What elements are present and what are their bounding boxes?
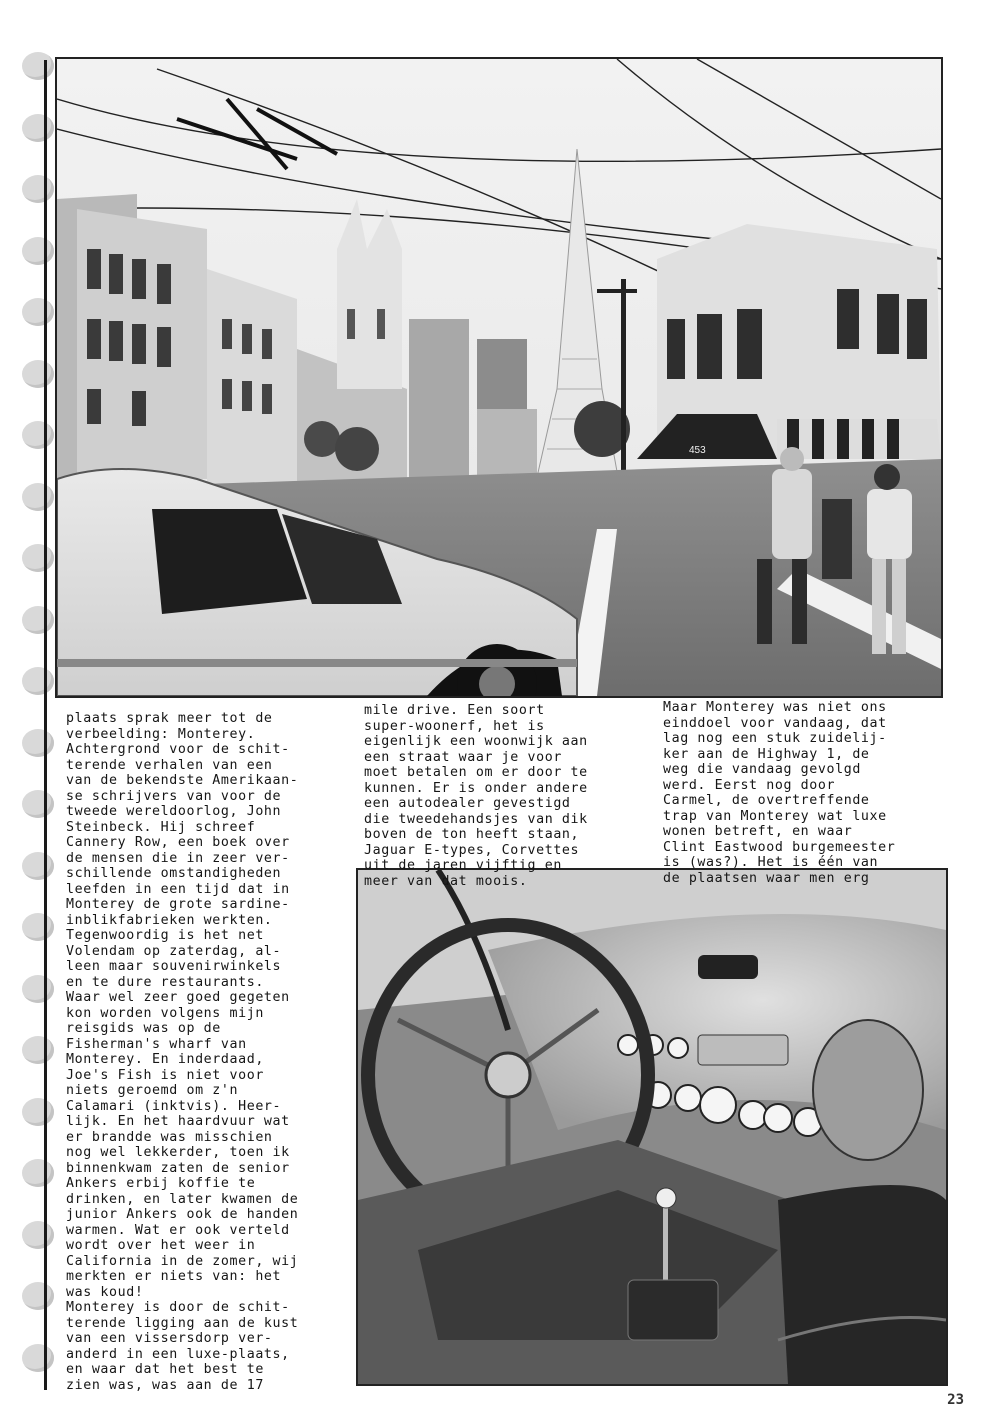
binder-hole — [22, 1344, 54, 1372]
text-line: niets geroemd om z'n — [66, 1083, 239, 1098]
binder-hole — [22, 852, 54, 880]
text-line: Tegenwoordig is het net — [66, 928, 264, 943]
text-line: anderd in een luxe-plaats, — [66, 1346, 290, 1362]
text-line: wonen betreft, en waar — [663, 824, 853, 839]
binder-hole — [22, 360, 54, 388]
text-line: leen maar souvenirwinkels — [66, 959, 282, 974]
text-line: inblikfabrieken werkten. — [66, 912, 273, 928]
text-line: einddoel voor vandaag, dat — [663, 715, 887, 731]
text-line: terende verhalen van een — [66, 757, 273, 773]
text-line: kunnen. Er is onder andere — [364, 780, 588, 796]
text-line: de mensen die in zeer ver- — [66, 850, 290, 866]
text-line: Cannery Row, een boek over — [66, 835, 290, 850]
text-line: schillende omstandigheden — [66, 866, 282, 881]
text-line: Waar wel zeer goed gegeten — [66, 990, 290, 1005]
text-line: die tweedehandsjes van dik — [364, 811, 588, 827]
text-line: Fisherman's wharf van — [66, 1036, 247, 1052]
text-line: uit de jaren vijftig en — [364, 858, 562, 873]
binder-hole — [22, 298, 54, 326]
binder-hole — [22, 913, 54, 941]
text-line: Calamari (inktvis). Heer- — [66, 1098, 282, 1114]
text-line: meer van dat moois. — [364, 873, 528, 889]
binder-hole — [22, 1282, 54, 1310]
text-line: boven de ton heeft staan, — [364, 827, 580, 842]
text-line: Monterey is door de schit- — [66, 1300, 290, 1315]
text-line: een autodealer gevestigd — [364, 796, 571, 811]
text-line: terende ligging aan de kust — [66, 1315, 299, 1331]
text-line: tweede wereldoorlog, John — [66, 804, 282, 819]
binder-hole — [22, 729, 54, 757]
text-line: Steinbeck. Hij schreef — [66, 819, 256, 835]
text-line: junior Ankers ook de handen — [66, 1207, 299, 1222]
text-line: merkten er niets van: het — [66, 1269, 282, 1284]
street-photo — [55, 57, 943, 698]
text-line: Carmel, de overtreffende — [663, 793, 870, 808]
text-line: Volendam op zaterdag, al- — [66, 943, 282, 959]
binder-hole — [22, 667, 54, 695]
binder-hole — [22, 1098, 54, 1126]
binder-hole — [22, 1221, 54, 1249]
text-line: Monterey de grote sardine- — [66, 897, 290, 912]
text-line: plaats sprak meer tot de — [66, 711, 273, 726]
text-column-middle — [364, 703, 588, 889]
text-line: mile drive. Een soort — [364, 703, 545, 718]
text-line: Ankers erbij koffie te — [66, 1176, 256, 1191]
text-line: zien was, was aan de 17 — [66, 1377, 264, 1393]
text-line: California in de zomer, wij — [66, 1253, 299, 1269]
text-line: lijk. En het haardvuur wat — [66, 1114, 290, 1129]
car-interior-image — [358, 870, 946, 1384]
binder-hole — [22, 790, 54, 818]
binder-hole — [22, 421, 54, 449]
street-photo-image — [57, 59, 941, 696]
text-line: warmen. Wat er ook verteld — [66, 1222, 290, 1238]
text-line: en waar dat het best te — [66, 1362, 264, 1377]
binder-hole — [22, 606, 54, 634]
text-line: er brandde was misschien — [66, 1129, 273, 1145]
text-line: drinken, en later kwamen de — [66, 1191, 299, 1207]
binder-hole — [22, 975, 54, 1003]
binder-hole — [22, 175, 54, 203]
text-line: reisgids was op de — [66, 1021, 221, 1036]
text-line: kon worden volgens mijn — [66, 1005, 264, 1021]
text-column-right — [663, 700, 895, 886]
text-line: weg die vandaag gevolgd — [663, 762, 861, 777]
storefront-number: 453 — [689, 445, 706, 456]
binder-spine — [44, 60, 47, 1390]
text-line: Joe's Fish is niet voor — [66, 1067, 264, 1083]
text-line: se schrijvers van voor de — [66, 788, 282, 804]
text-line: lag nog een stuk zuidelij- — [663, 731, 887, 746]
text-line: van de bekendste Amerikaan- — [66, 773, 299, 788]
binder-hole — [22, 483, 54, 511]
text-line: leefden in een tijd dat in — [66, 881, 290, 897]
text-line: Achtergrond voor de schit- — [66, 742, 290, 757]
text-line: eigenlijk een woonwijk aan — [364, 734, 588, 749]
text-line: Maar Monterey was niet ons — [663, 700, 887, 715]
binder-hole — [22, 544, 54, 572]
binder-hole — [22, 1159, 54, 1187]
text-line: is (was?). Het is één van — [663, 855, 879, 870]
text-line: van een vissersdorp ver- — [66, 1331, 273, 1346]
binder-hole — [22, 114, 54, 142]
text-column-left — [66, 711, 298, 1393]
text-line: trap van Monterey wat luxe — [663, 808, 887, 824]
page-number: 23 — [947, 1392, 964, 1408]
text-line: de plaatsen waar men erg — [663, 870, 870, 886]
text-line: Monterey. En inderdaad, — [66, 1052, 264, 1067]
text-line: ker aan de Highway 1, de — [663, 746, 870, 762]
text-line: binnenkwam zaten de senior — [66, 1160, 290, 1176]
text-line: was koud! — [66, 1284, 144, 1300]
binder-hole — [22, 237, 54, 265]
text-line: super-woonerf, het is — [364, 718, 545, 734]
text-line: nog wel lekkerder, toen ik — [66, 1145, 290, 1160]
car-interior-photo — [356, 868, 948, 1386]
text-line: en te dure restaurants. — [66, 974, 264, 990]
binder-hole — [22, 1036, 54, 1064]
text-line: moet betalen om er door te — [364, 765, 588, 780]
text-line: Clint Eastwood burgemeester — [663, 839, 896, 855]
binder-hole — [22, 52, 54, 80]
text-line: Jaguar E-types, Corvettes — [364, 842, 580, 858]
text-line: wordt over het weer in — [66, 1238, 256, 1253]
text-line: verbeelding: Monterey. — [66, 726, 256, 742]
text-line: werd. Eerst nog door — [663, 777, 836, 793]
text-line: een straat waar je voor — [364, 749, 562, 765]
